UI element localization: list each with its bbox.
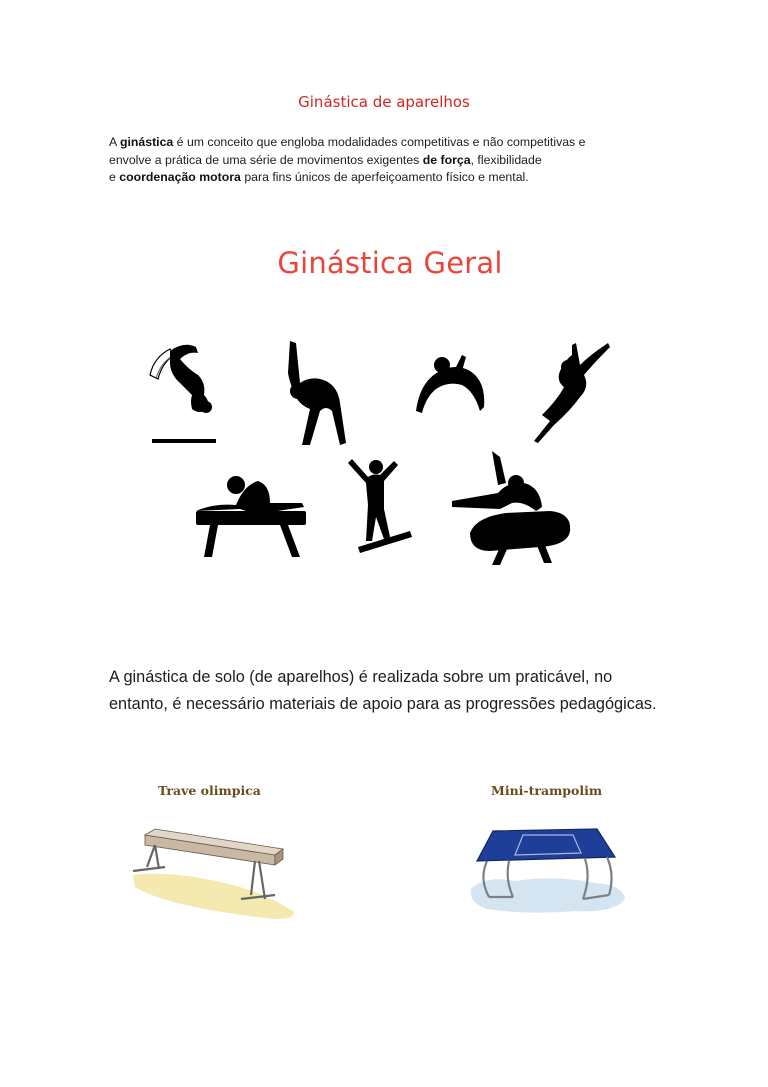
body-line-1: A ginástica de solo (de aparelhos) é realizada sobre um praticável, no [109, 668, 613, 686]
body-line-2: entanto, é necessário materiais de apoio para as progressões pedagógicas. [109, 695, 657, 713]
bold-term: ginástica [119, 135, 174, 149]
gymnast-leap-icon [534, 343, 610, 443]
text-run: , flexibilidade [470, 152, 542, 167]
mini-trampoline-label: Mini-trampolim [491, 783, 603, 798]
intro-paragraph [109, 134, 669, 187]
gymnast-beam-icon [196, 476, 306, 557]
balance-beam-illustration [125, 815, 305, 925]
gymnast-arch-icon [410, 355, 484, 413]
intro-line-2 [109, 152, 669, 170]
bold-term: de força [422, 152, 471, 167]
bold-term: coordenação motora [119, 170, 241, 184]
text-run: para fins únicos de aperfeiçoamento físico e mental. [240, 170, 529, 184]
gymnast-pommel-icon [452, 451, 570, 565]
text-run: A [109, 135, 120, 149]
balance-beam-label: Trave olimpica [158, 783, 261, 798]
text-run: envolve a prática de uma série de movimentos exigentes [109, 152, 423, 167]
text-run: e [109, 170, 120, 184]
body-paragraph [109, 664, 689, 718]
page-title: Ginástica de aparelhos [298, 93, 470, 111]
gymnast-silhouettes-figure [140, 335, 620, 575]
intro-line-1 [109, 134, 669, 152]
intro-line-3 [109, 169, 669, 187]
gymnast-bend-icon [288, 341, 346, 445]
text-run: é um conceito que engloba modalidades competitivas e não competitivas e [173, 135, 586, 149]
gymnast-flip-icon [150, 345, 216, 443]
gymnast-standing-icon [348, 459, 412, 553]
mini-trampoline-illustration [465, 805, 630, 920]
figure-heading: Ginástica Geral [277, 246, 503, 280]
